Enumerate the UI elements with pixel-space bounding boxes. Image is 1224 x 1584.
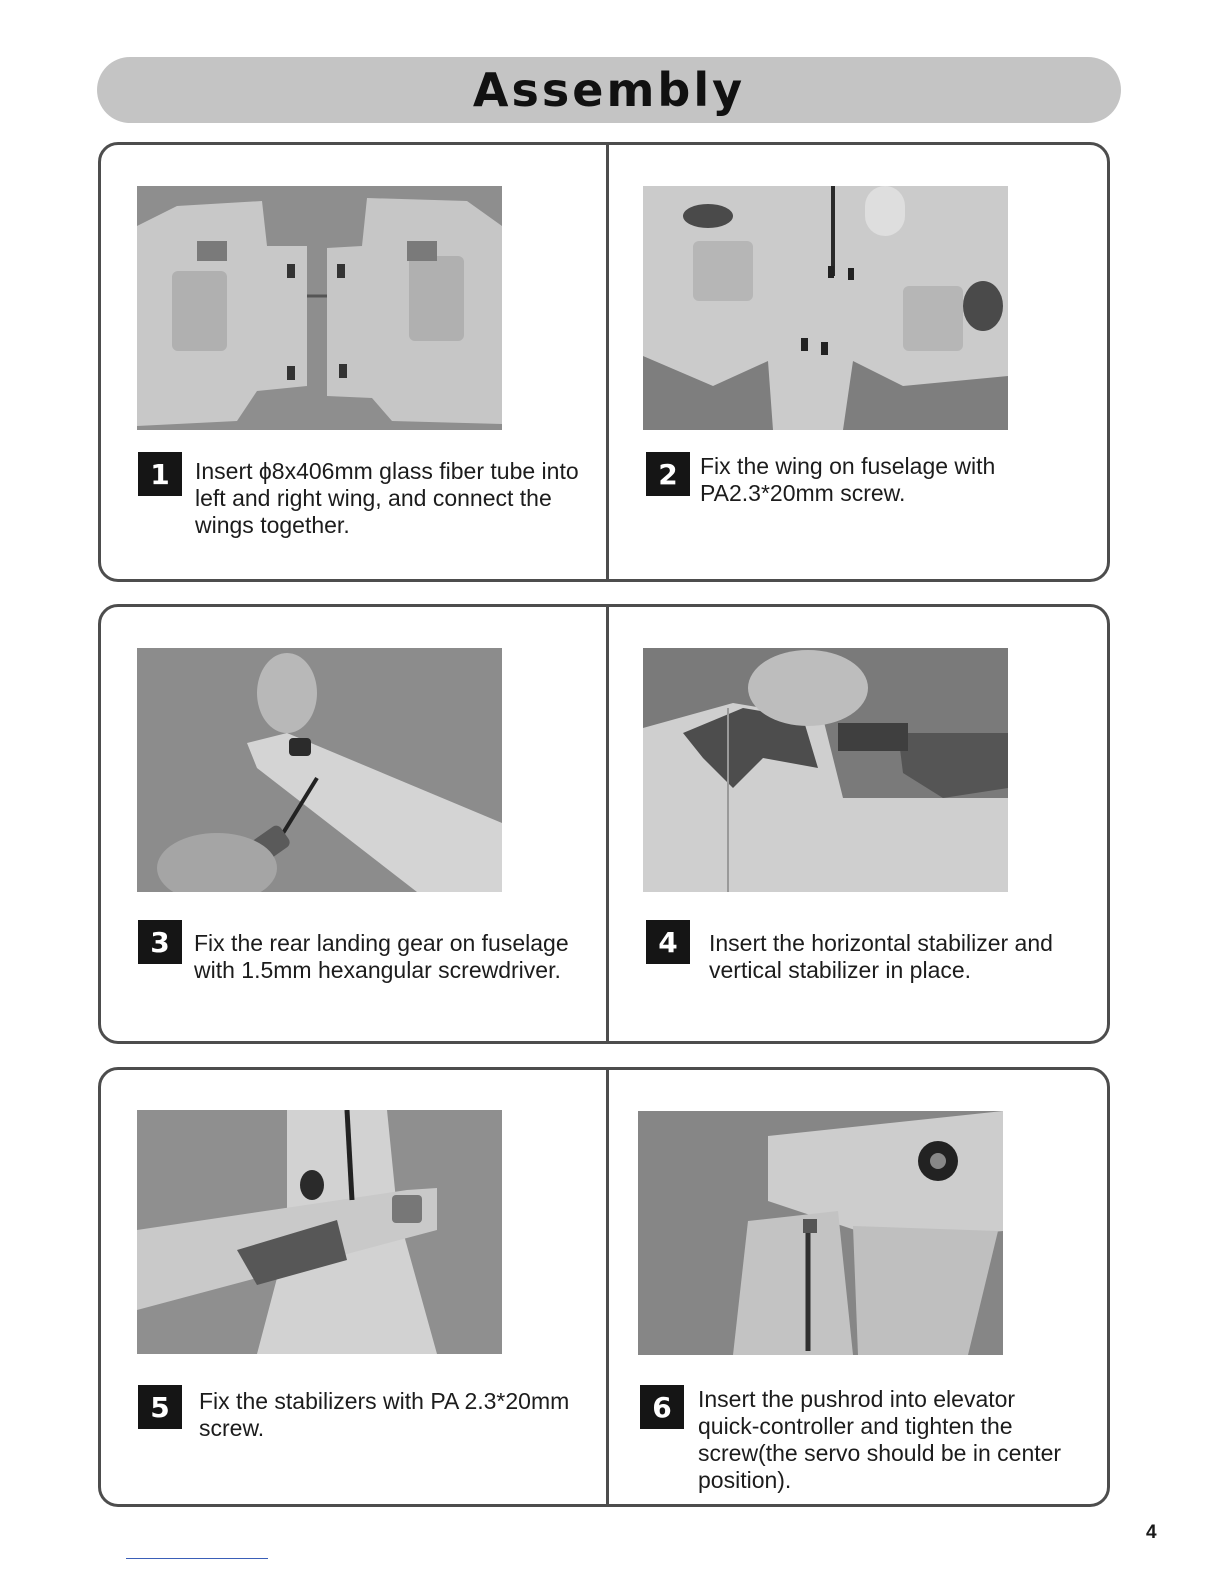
step-1-text: Insert ϕ8x406mm glass fiber tube into left and right wing, and connect the wings together.	[195, 458, 579, 538]
step-1-badge: 1	[138, 452, 182, 496]
box-divider	[606, 607, 609, 1041]
section-header	[97, 57, 1121, 123]
step-4-photo	[643, 648, 1008, 892]
step-6-badge: 6	[640, 1385, 684, 1429]
step-5-photo	[137, 1110, 502, 1354]
step-4-text: Insert the horizontal stabilizer and vertical stabilizer in place.	[709, 930, 1053, 983]
step-2-photo	[643, 186, 1008, 430]
step-6-text: Insert the pushrod into elevator quick-controller and tighten the screw(the servo should be in center position).	[698, 1386, 1062, 1493]
step-2-text: Fix the wing on fuselage with PA2.3*20mm screw.	[700, 453, 996, 506]
step-4-badge: 4	[646, 920, 690, 964]
step-1-photo	[137, 186, 502, 430]
step-3-text: Fix the rear landing gear on fuselage with 1.5mm hexangular screwdriver.	[194, 930, 569, 983]
page-number: 4	[1146, 1522, 1157, 1543]
step-3-photo	[137, 648, 502, 892]
step-2-badge: 2	[646, 452, 690, 496]
page-title: Assembly	[472, 63, 746, 117]
box-divider	[606, 1070, 609, 1504]
step-3-badge: 3	[138, 920, 182, 964]
step-5-text: Fix the stabilizers with PA 2.3*20mm screw.	[199, 1388, 570, 1441]
step-5-badge: 5	[138, 1385, 182, 1429]
step-6-photo	[638, 1111, 1003, 1355]
footer-rule	[126, 1558, 268, 1559]
box-divider	[606, 145, 609, 579]
